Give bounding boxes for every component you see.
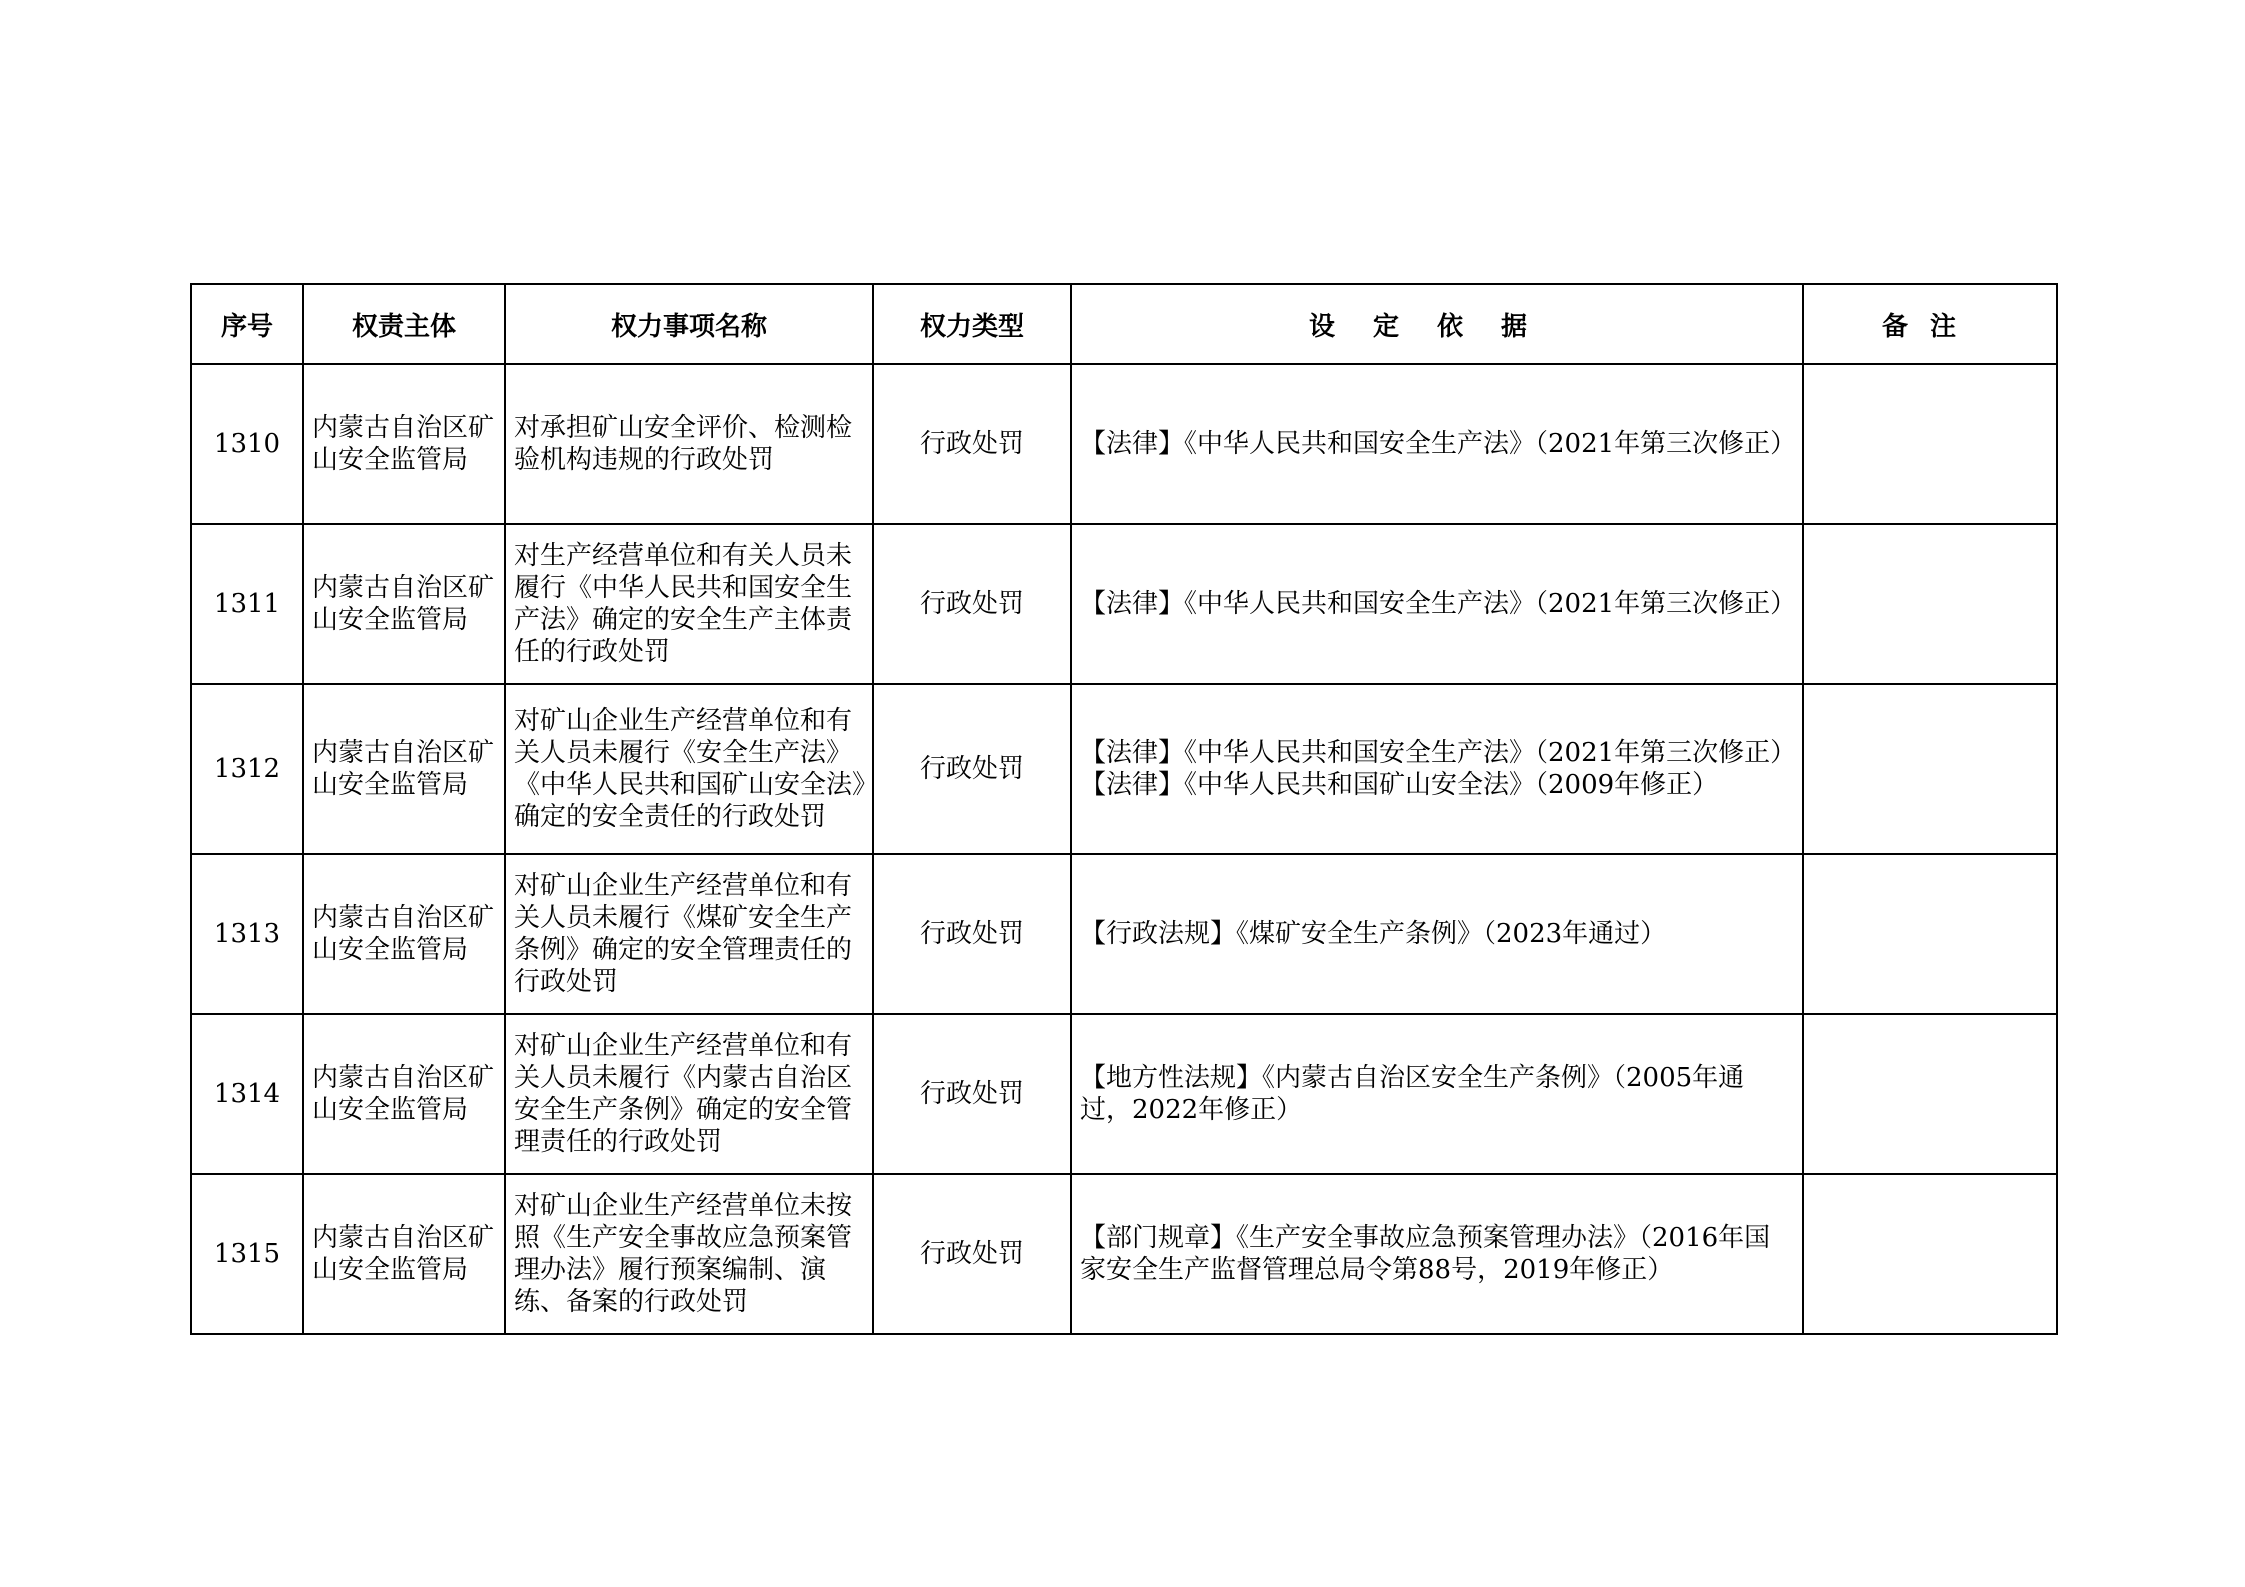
- row-basis: [1071, 1014, 1803, 1174]
- header-type: 权力类型: [873, 284, 1071, 364]
- row-item-name: 对矿山企业生产经营单位和有关人员未履行《内蒙古自治区安全生产条例》确定的安全管理责任的行政处罚: [505, 1014, 873, 1174]
- row-item-name: 对矿山企业生产经营单位和有关人员未履行《煤矿安全生产条例》确定的安全管理责任的行政处罚: [505, 854, 873, 1014]
- row-subject: 内蒙古自治区矿山安全监管局: [303, 364, 505, 524]
- row-note: [1803, 364, 2057, 524]
- table-row: [191, 684, 2057, 854]
- row-power-type: 行政处罚: [873, 1014, 1071, 1174]
- basis-line: 【地方性法规】《内蒙古自治区安全生产条例》（2005年通过，2022年修正）: [1080, 1063, 1745, 1125]
- row-number: 1314: [191, 1014, 303, 1174]
- table-row: [191, 1014, 2057, 1174]
- row-note: [1803, 854, 2057, 1014]
- row-number: 1313: [191, 854, 303, 1014]
- basis-line: 【行政法规】《煤矿安全生产条例》（2023年通过）: [1080, 919, 1667, 949]
- basis-line: 【法律】《中华人民共和国安全生产法》（2021年第三次修正）: [1080, 738, 1797, 768]
- header-subject: 权责主体: [303, 284, 505, 364]
- row-note: [1803, 684, 2057, 854]
- row-subject: 内蒙古自治区矿山安全监管局: [303, 854, 505, 1014]
- row-basis: [1071, 1174, 1803, 1334]
- row-power-type: 行政处罚: [873, 854, 1071, 1014]
- row-basis: [1071, 364, 1803, 524]
- table-row: [191, 524, 2057, 684]
- row-number: 1315: [191, 1174, 303, 1334]
- row-power-type: 行政处罚: [873, 1174, 1071, 1334]
- row-number: 1311: [191, 524, 303, 684]
- row-item-name: 对矿山企业生产经营单位未按照《生产安全事故应急预案管理办法》履行预案编制、演练、备案的行政处罚: [505, 1174, 873, 1334]
- row-subject: 内蒙古自治区矿山安全监管局: [303, 524, 505, 684]
- row-note: [1803, 1174, 2057, 1334]
- row-item-name: 对生产经营单位和有关人员未履行《中华人民共和国安全生产法》确定的安全生产主体责任的行政处罚: [505, 524, 873, 684]
- row-subject: 内蒙古自治区矿山安全监管局: [303, 1174, 505, 1334]
- row-basis: [1071, 684, 1803, 854]
- power-list-table: [190, 283, 2058, 1335]
- basis-line: 【法律】《中华人民共和国矿山安全法》（2009年修正）: [1080, 770, 1719, 800]
- row-power-type: 行政处罚: [873, 524, 1071, 684]
- header-basis: 设定依据: [1071, 284, 1803, 364]
- row-number: 1310: [191, 364, 303, 524]
- row-item-name: 对承担矿山安全评价、检测检验机构违规的行政处罚: [505, 364, 873, 524]
- header-item: 权力事项名称: [505, 284, 873, 364]
- row-note: [1803, 524, 2057, 684]
- row-number: 1312: [191, 684, 303, 854]
- basis-line: 【法律】《中华人民共和国安全生产法》（2021年第三次修正）: [1080, 589, 1797, 619]
- table-row: [191, 1174, 2057, 1334]
- table-header-row: [191, 284, 2057, 364]
- row-subject: 内蒙古自治区矿山安全监管局: [303, 684, 505, 854]
- header-note: 备注: [1803, 284, 2057, 364]
- basis-line: 【部门规章】《生产安全事故应急预案管理办法》（2016年国家安全生产监督管理总局令第88号，2019年修正）: [1080, 1223, 1771, 1285]
- row-item-name: 对矿山企业生产经营单位和有关人员未履行《安全生产法》《中华人民共和国矿山安全法》确定的安全责任的行政处罚: [505, 684, 873, 854]
- row-basis: [1071, 854, 1803, 1014]
- header-num: 序号: [191, 284, 303, 364]
- table-row: [191, 364, 2057, 524]
- row-note: [1803, 1014, 2057, 1174]
- row-subject: 内蒙古自治区矿山安全监管局: [303, 1014, 505, 1174]
- basis-line: 【法律】《中华人民共和国安全生产法》（2021年第三次修正）: [1080, 429, 1797, 459]
- row-basis: [1071, 524, 1803, 684]
- table-row: [191, 854, 2057, 1014]
- row-power-type: 行政处罚: [873, 684, 1071, 854]
- row-power-type: 行政处罚: [873, 364, 1071, 524]
